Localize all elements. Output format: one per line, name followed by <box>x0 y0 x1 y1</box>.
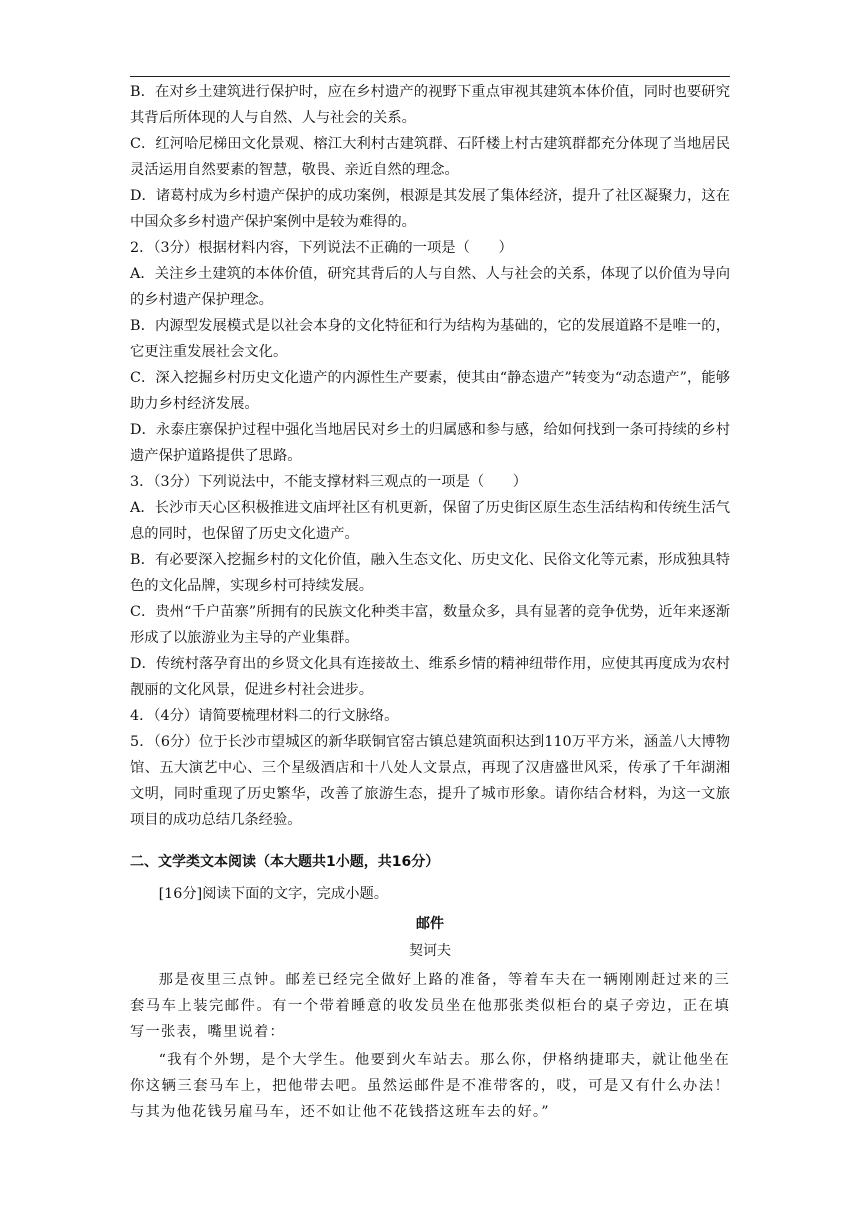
story-paragraph: 那是夜里三点钟。邮差已经完全做好上路的准备，等着车夫在一辆刚刚赶过来的三套马车上装完邮件。有一个带着睡意的收发员坐在他那张类似柜台的桌子旁边，正在填写一张表，嘴里说着： <box>130 972 730 1040</box>
q2-option-d: D．永泰庄寨保护过程中强化当地居民对乡土的归属感和参与感，给如何找到一条可持续的乡村遗产保护道路提供了思路。 <box>130 422 730 464</box>
q4-stem: 4．（4分）请简要梳理材料二的行文脉络。 <box>130 708 399 724</box>
q3-stem: 3．（3分）下列说法中，不能支撑材料三观点的一项是（ ） <box>130 474 528 490</box>
section-2-title: 二、文学类文本阅读（本大题共1小题，共16分） <box>130 854 440 870</box>
section-2-instruction: [16分]阅读下面的文字，完成小题。 <box>158 886 389 902</box>
q1-option-d: D．诸葛村成为乡村遗产保护的成功案例，根源是其发展了集体经济，提升了社区凝聚力，这在中国众多乡村遗产保护案例中是较为难得的。 <box>130 188 730 230</box>
q3-option-a: A．长沙市天心区积极推进文庙坪社区有机更新，保留了历史街区原生态生活结构和传统生活气息的同时，也保留了历史文化遗产。 <box>130 500 730 542</box>
q5-stem: 5．（6分）位于长沙市望城区的新华联铜官窑古镇总建筑面积达到110万平方米，涵盖八大博物馆、五大演艺中心、三个星级酒店和十八处人文景点，再现了汉唐盛世风采，传承了千年湖湘文明，同时重现了历史繁华，改善了旅游生态，提升了城市形象。请你结合材料，为这一文旅项目的成功总结几条经验。 <box>130 734 730 828</box>
q2-stem: 2．（3分）根据材料内容，下列说法不正确的一项是（ ） <box>130 240 513 256</box>
q2-option-b: B．内源型发展模式是以社会本身的文化特征和行为结构为基础的，它的发展道路不是唯一的，它更注重发展社会文化。 <box>130 318 730 360</box>
header-rule <box>130 76 730 77</box>
q3-option-b: B．有必要深入挖掘乡村的文化价值，融入生态文化、历史文化、民俗文化等元素，形成独具特色的文化品牌，实现乡村可持续发展。 <box>130 552 730 594</box>
q3-option-d: D．传统村落孕育出的乡贤文化具有连接故土、维系乡情的精神纽带作用，应使其再度成为农村靓丽的文化风景，促进乡村社会进步。 <box>130 656 730 698</box>
q1-option-c: C．红河哈尼梯田文化景观、榕江大利村古建筑群、石阡楼上村古建筑群都充分体现了当地居民灵活运用自然要素的智慧，敬畏、亲近自然的理念。 <box>130 136 730 178</box>
q2-option-a: A．关注乡土建筑的本体价值，研究其背后的人与自然、人与社会的关系，体现了以价值为导向的乡村遗产保护理念。 <box>130 266 730 308</box>
q2-option-c: C．深入挖掘乡村历史文化遗产的内源性生产要素，使其由“静态遗产”转变为“动态遗产”，能够助力乡村经济发展。 <box>130 370 730 412</box>
document-page <box>130 76 730 1127</box>
story-author: 契诃夫 <box>409 943 451 959</box>
q1-option-b: B．在对乡土建筑进行保护时，应在乡村遗产的视野下重点审视其建筑本体价值，同时也要研究其背后所体现的人与自然、人与社会的关系。 <box>130 84 730 126</box>
story-title: 邮件 <box>416 916 444 932</box>
story-paragraph: “我有个外甥，是个大学生。他要到火车站去。那么你，伊格纳捷耶夫，就让他坐在你这辆三套马车上，把他带去吧。虽然运邮件是不准带客的，哎，可是又有什么办法！与其为他花钱另雇马车，还不如让他不花钱搭这班车去的好。” <box>130 1052 730 1120</box>
q3-option-c: C．贵州“千户苗寨”所拥有的民族文化种类丰富，数量众多，具有显著的竞争优势，近年来逐渐形成了以旅游业为主导的产业集群。 <box>130 604 730 646</box>
